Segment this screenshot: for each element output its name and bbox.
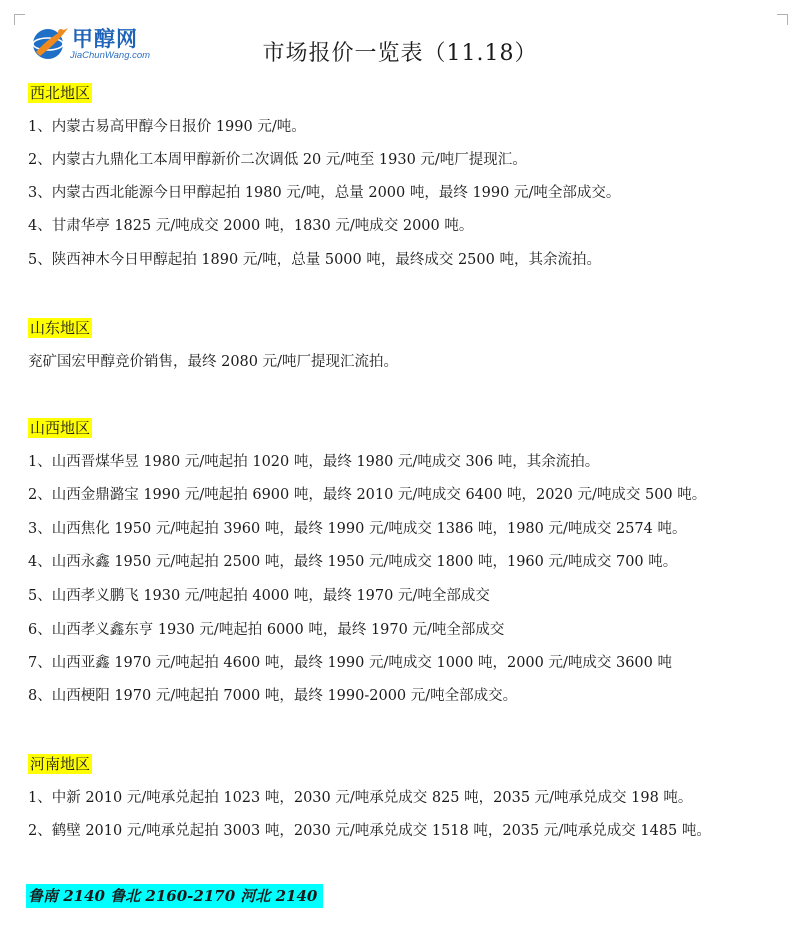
list-item: 1、内蒙古易高甲醇今日报价 1990 元/吨。 [28,119,306,135]
section-heading-shanxi: 山西地区 [30,419,91,437]
list-item: 6、山西孝义鑫东亨 1930 元/吨起拍 6000 吨，最终 1970 元/吨全部成交 [28,622,505,638]
list-item: 1、山西晋煤华昱 1980 元/吨起拍 1020 吨，最终 1980 元/吨成交 306 吨，其余流拍。 [28,454,600,470]
list-item: 2、山西金鼎潞宝 1990 元/吨起拍 6900 吨，最终 2010 元/吨成交 6400 吨，2020 元/吨成交 500 吨。 [28,487,707,503]
section-heading-henan: 河南地区 [30,755,91,773]
list-item: 8、山西梗阳 1970 元/吨起拍 7000 吨，最终 1990-2000 元/吨全部成交。 [28,688,518,704]
list-item: 3、山西焦化 1950 元/吨起拍 3960 吨，最终 1990 元/吨成交 1386 吨，1980 元/吨成交 2574 吨。 [28,521,687,537]
list-item: 4、甘肃华亭 1825 元/吨成交 2000 吨，1830 元/吨成交 2000 吨。 [28,218,474,234]
footer-price-note: 鲁南 2140 鲁北 2160-2170 河北 2140 [26,884,323,908]
logo-url: JiaChunWang.com [70,50,151,61]
list-item: 5、陕西神木今日甲醇起拍 1890 元/吨，总量 5000 吨，最终成交 2500 吨，其余流拍。 [28,252,601,268]
list-item: 兖矿国宏甲醇竞价销售，最终 2080 元/吨厂提现汇流拍。 [28,354,399,370]
list-item: 2、内蒙古九鼎化工本周甲醇新价二次调低 20 元/吨至 1930 元/吨厂提现汇。 [28,152,527,168]
page-corner-mark-right [777,14,788,25]
list-item: 1、中新 2010 元/吨承兑起拍 1023 吨，2030 元/吨承兑成交 825 吨，2035 元/吨承兑成交 198 吨。 [28,790,693,806]
list-item: 7、山西亚鑫 1970 元/吨起拍 4600 吨，最终 1990 元/吨成交 1000 吨，2000 元/吨成交 3600 吨 [28,655,672,671]
section-heading-shandong: 山东地区 [30,319,91,337]
list-item: 3、内蒙古西北能源今日甲醇起拍 1980 元/吨，总量 2000 吨，最终 1990 元/吨全部成交。 [28,185,621,201]
list-item: 5、山西孝义鹏飞 1930 元/吨起拍 4000 吨，最终 1970 元/吨全部成交 [28,588,490,604]
logo-text: 甲醇网 [72,27,138,51]
page-title: 市场报价一览表（11.18） [262,41,538,66]
list-item: 4、山西永鑫 1950 元/吨起拍 2500 吨，最终 1950 元/吨成交 1800 吨，1960 元/吨成交 700 吨。 [28,554,678,570]
section-heading-northwest: 西北地区 [30,84,91,102]
page-corner-mark-left [14,14,25,25]
list-item: 2、鹤壁 2010 元/吨承兑起拍 3003 吨，2030 元/吨承兑成交 1518 吨，2035 元/吨承兑成交 1485 吨。 [28,823,711,839]
